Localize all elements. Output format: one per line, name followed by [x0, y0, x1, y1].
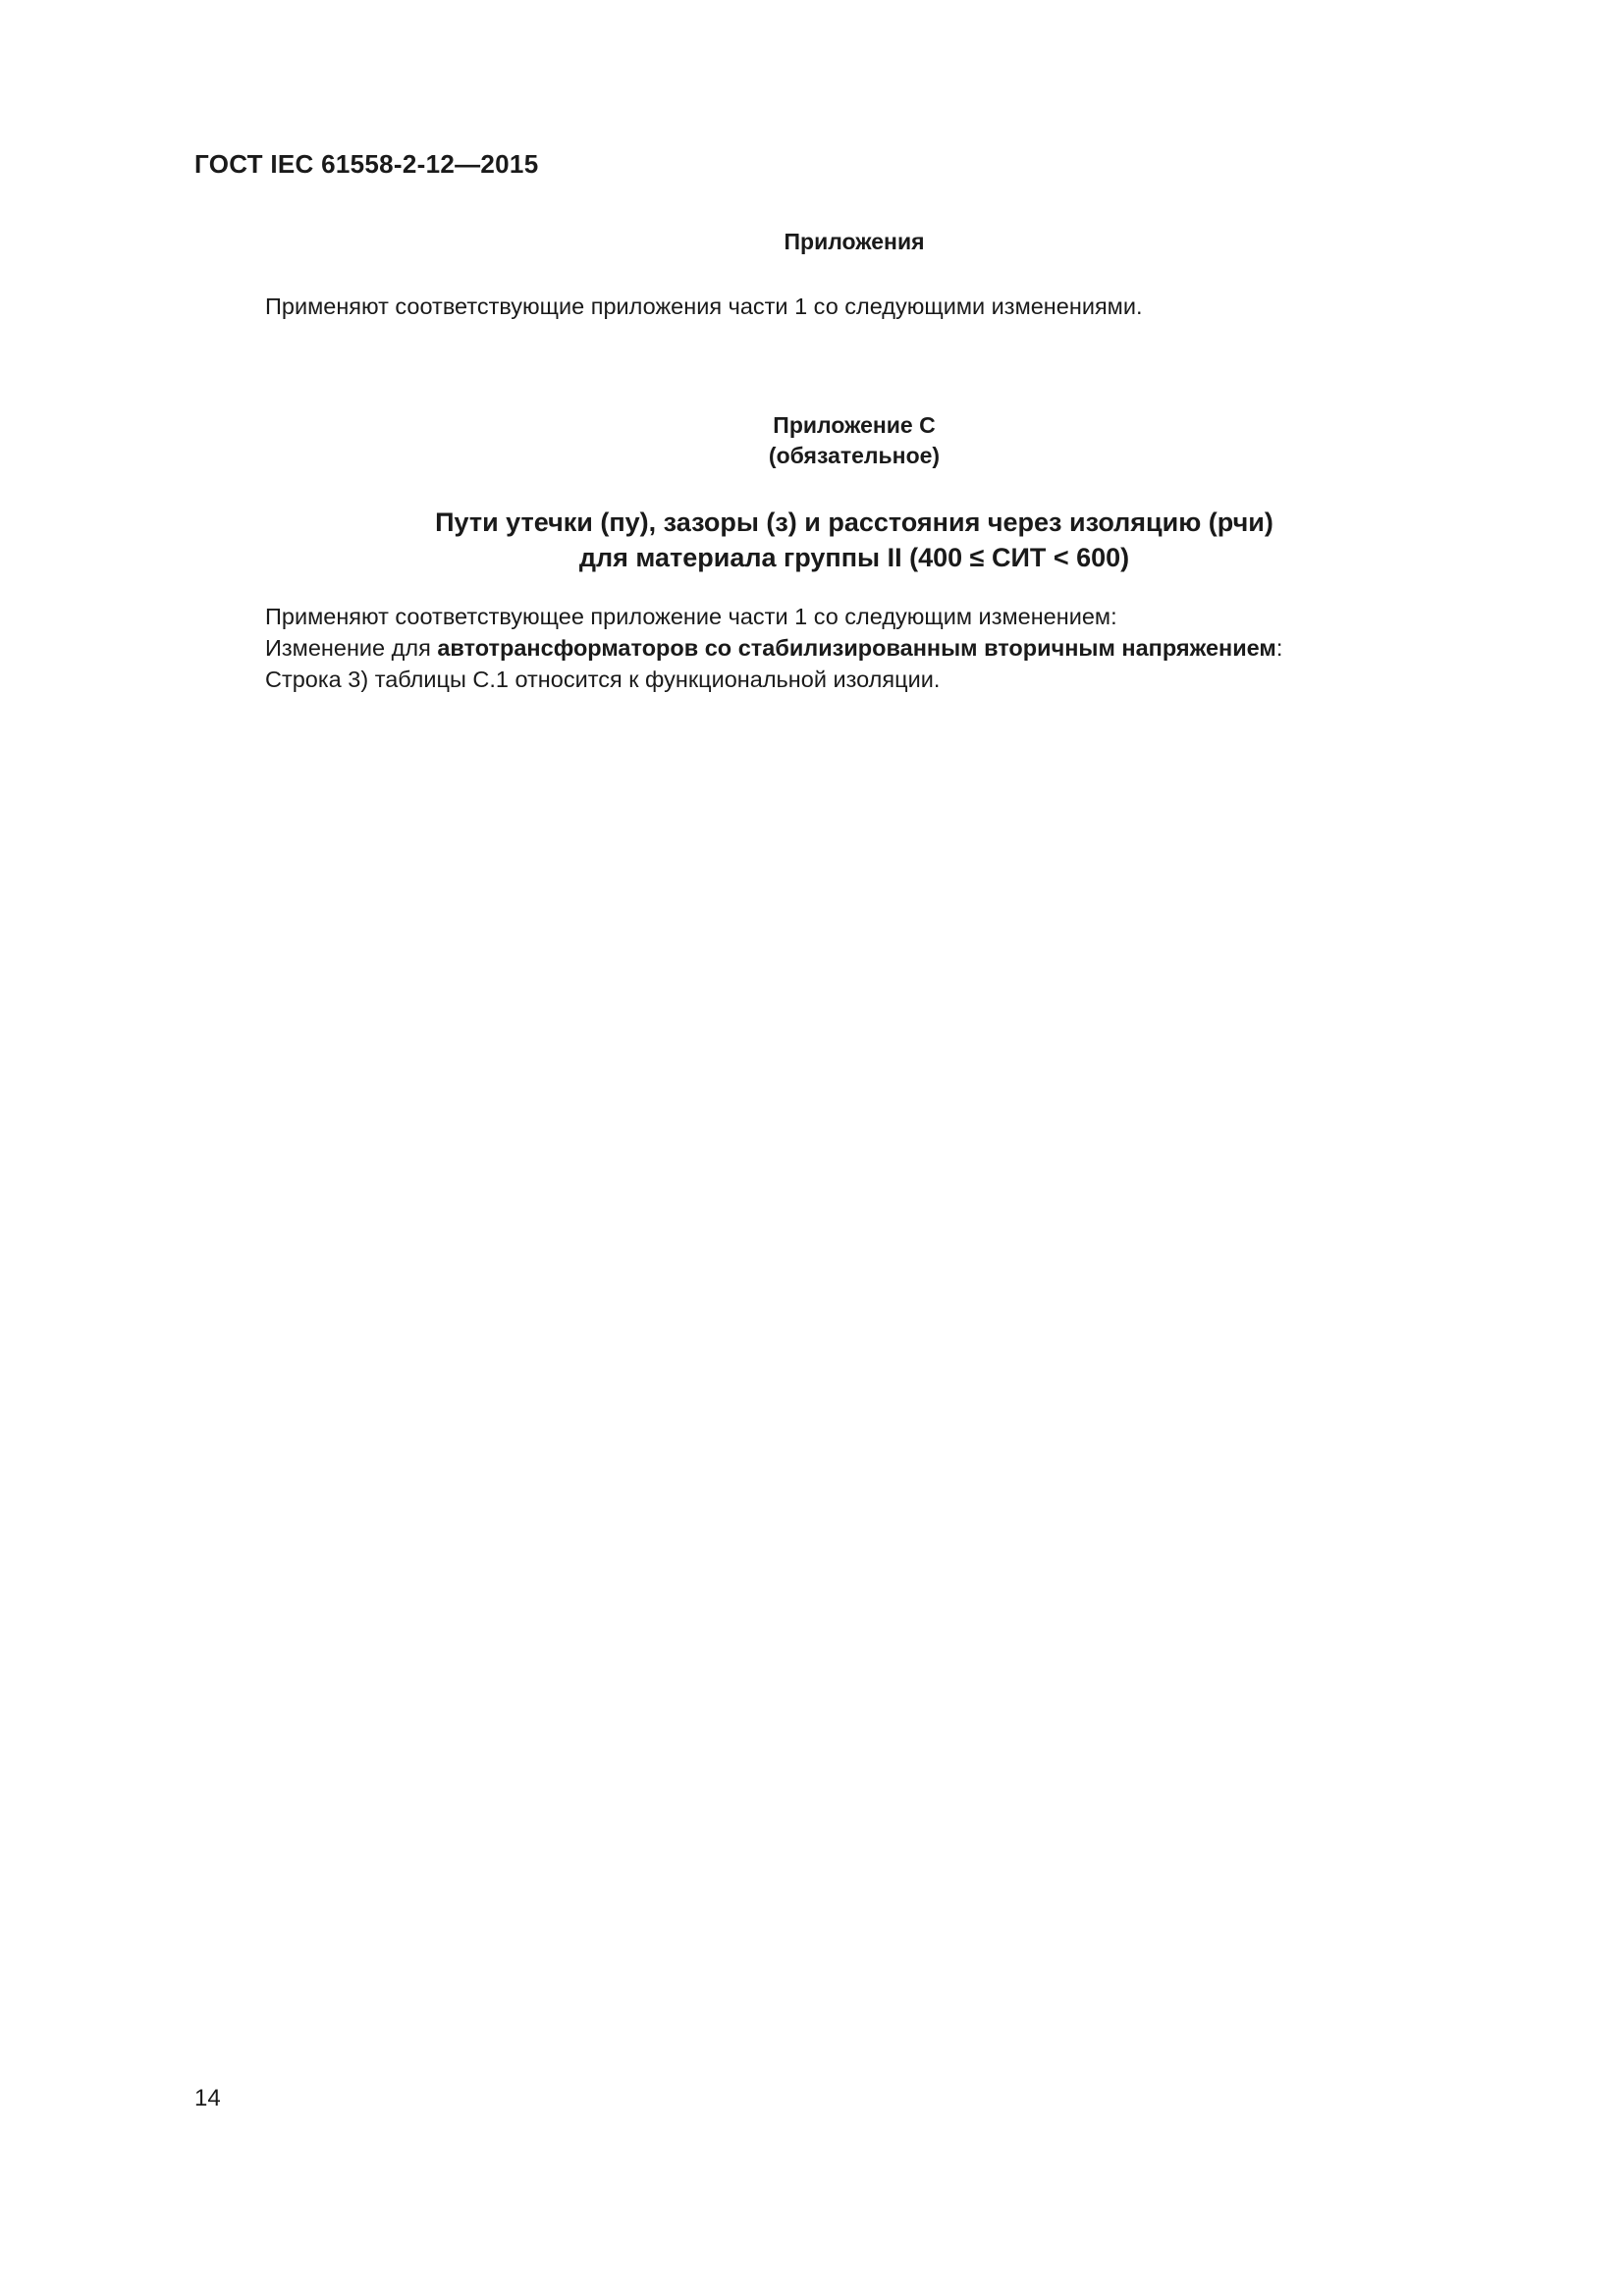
annex-paragraph-3: Строка 3) таблицы С.1 относится к функциональной изоляции. — [265, 667, 941, 692]
annex-title-line-1: Пути утечки (пу), зазоры (з) и расстояния через изоляцию (рчи) — [435, 507, 1273, 537]
annex-paragraph-2-prefix: Изменение для — [265, 635, 438, 661]
annex-title-line-2: для материала группы II (400 ≤ СИТ < 600) — [578, 543, 1130, 572]
annex-paragraph-2-emphasis: автотрансформаторов со стабилизированным вторичным напряжением — [437, 635, 1276, 661]
appendices-intro: Применяют соответствующие приложения части 1 со следующими изменениями. — [265, 294, 1143, 319]
annex-status: (обязательное) — [768, 443, 941, 468]
annex-label: Приложение С — [773, 412, 936, 438]
annex-paragraph-2-suffix: : — [1275, 635, 1283, 661]
annex-paragraph-1: Применяют соответствующее приложение части 1 со следующим изменением: — [265, 604, 1117, 629]
page-number: 14 — [194, 2085, 221, 2111]
appendices-heading: Приложения — [784, 229, 925, 254]
annex-paragraph-2 — [265, 632, 1282, 664]
document-header: ГОСТ IEC 61558-2-12—2015 — [194, 149, 539, 179]
